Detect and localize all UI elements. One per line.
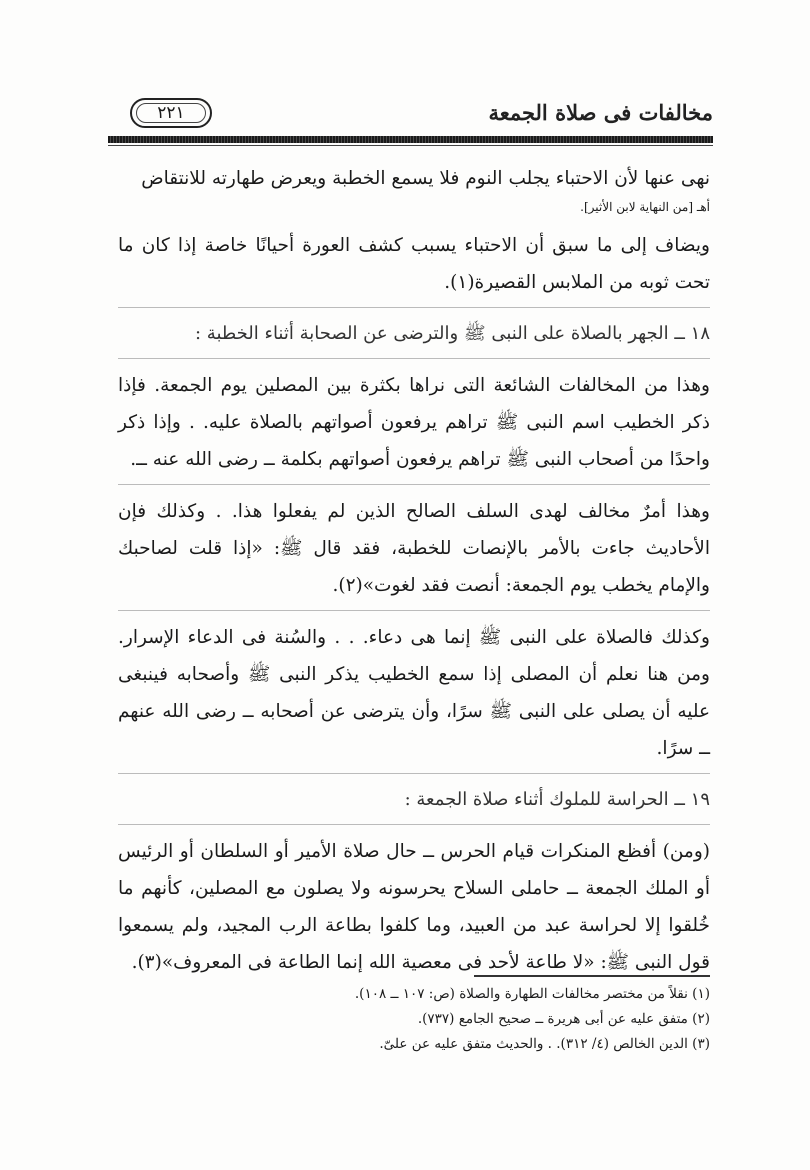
section-divider <box>118 773 710 774</box>
footnote-rule <box>474 975 710 977</box>
section-divider <box>118 358 710 359</box>
header-rule-thin <box>108 145 713 146</box>
paragraph-3: وهذا من المخالفات الشائعة التى نراها بكثرة بين المصلين يوم الجمعة. فإذا ذكر الخطيب اسم النبى ﷺ تراهم يرفعون أصواتهم بالصلاة عليه. . وإذا ذكر واحدًا من أصحاب النبى ﷺ تراهم يرفعون أصواتهم بكلمة ــ رضى الله عنه ــ. <box>118 375 710 470</box>
section-divider <box>118 610 710 611</box>
paragraph-5: وكذلك فالصلاة على النبى ﷺ إنما هى دعاء. . . والسُنة فى الدعاء الإسرار. ومن هنا نعلم أن المصلى إذا سمع الخطيب يذكر النبى ﷺ وأصحابه فينبغى عليه أن يصلى على النبى ﷺ سرًا، وأن يترضى عن أصحابه ــ رضى الله عنهم ــ سرًا. <box>118 627 710 759</box>
footnote-3: (٣) الدين الخالص (٤/ ٣١٢). . والحديث متفق عليه عن علىّ. <box>379 1036 710 1052</box>
paragraph-1: نهى عنها لأن الاحتباء يجلب النوم فلا يسمع الخطبة ويعرض طهارته للانتقاض <box>141 168 710 189</box>
section-divider <box>118 484 710 485</box>
section-divider <box>118 307 710 308</box>
header-rule <box>108 136 713 143</box>
section-heading-18: ١٨ ــ الجهر بالصلاة على النبى ﷺ والترضى عن الصحابة أثناء الخطبة : <box>195 323 710 344</box>
running-title: مخالفات فى صلاة الجمعة <box>488 100 713 125</box>
footnote-1: (١) نقلاً من مختصر مخالفات الطهارة والصلاة (ص: ١٠٧ ــ ١٠٨). <box>354 986 710 1002</box>
page-number: ٢٢١ <box>157 103 185 123</box>
footnotes <box>118 982 710 1057</box>
paragraph-6: (ومن) أفظع المنكرات قيام الحرس ــ حال صلاة الأمير أو السلطان أو الرئيس أو الملك الجمعة ــ حاملى السلاح يحرسونه ولا يصلون مع المصلين، كأنهم ما خُلقوا إلا لحراسة عبد من العبيد، وما كلفوا بطاعة الرب المجيد، ولم يسمعوا قول النبى ﷺ: «لا طاعة لأحد فى معصية الله إنما الطاعة فى المعروف»(٣). <box>118 841 710 973</box>
page-number-badge <box>130 98 212 128</box>
section-heading-19: ١٩ ــ الحراسة للملوك أثناء صلاة الجمعة : <box>404 789 710 810</box>
section-divider <box>118 824 710 825</box>
source-note: أهـ [من النهاية لابن الأثير]. <box>580 200 710 214</box>
paragraph-4: وهذا أمرٌ مخالف لهدى السلف الصالح الذين لم يفعلوا هذا. . وكذلك فإن الأحاديث جاءت بالأمر بالإنصات للخطبة، فقد قال ﷺ: «إذا قلت لصاحبك والإمام يخطب يوم الجمعة: أنصت فقد لغوت»(٢). <box>118 501 710 596</box>
paragraph-2: ويضاف إلى ما سبق أن الاحتباء يسبب كشف العورة أحيانًا خاصة إذا كان ما تحت ثوبه من الملابس القصيرة(١). <box>118 235 710 293</box>
footnote-2: (٢) متفق عليه عن أبى هريرة ــ صحيح الجامع (٧٣٧). <box>417 1011 710 1027</box>
page-header <box>108 92 713 144</box>
page-body <box>118 160 710 981</box>
